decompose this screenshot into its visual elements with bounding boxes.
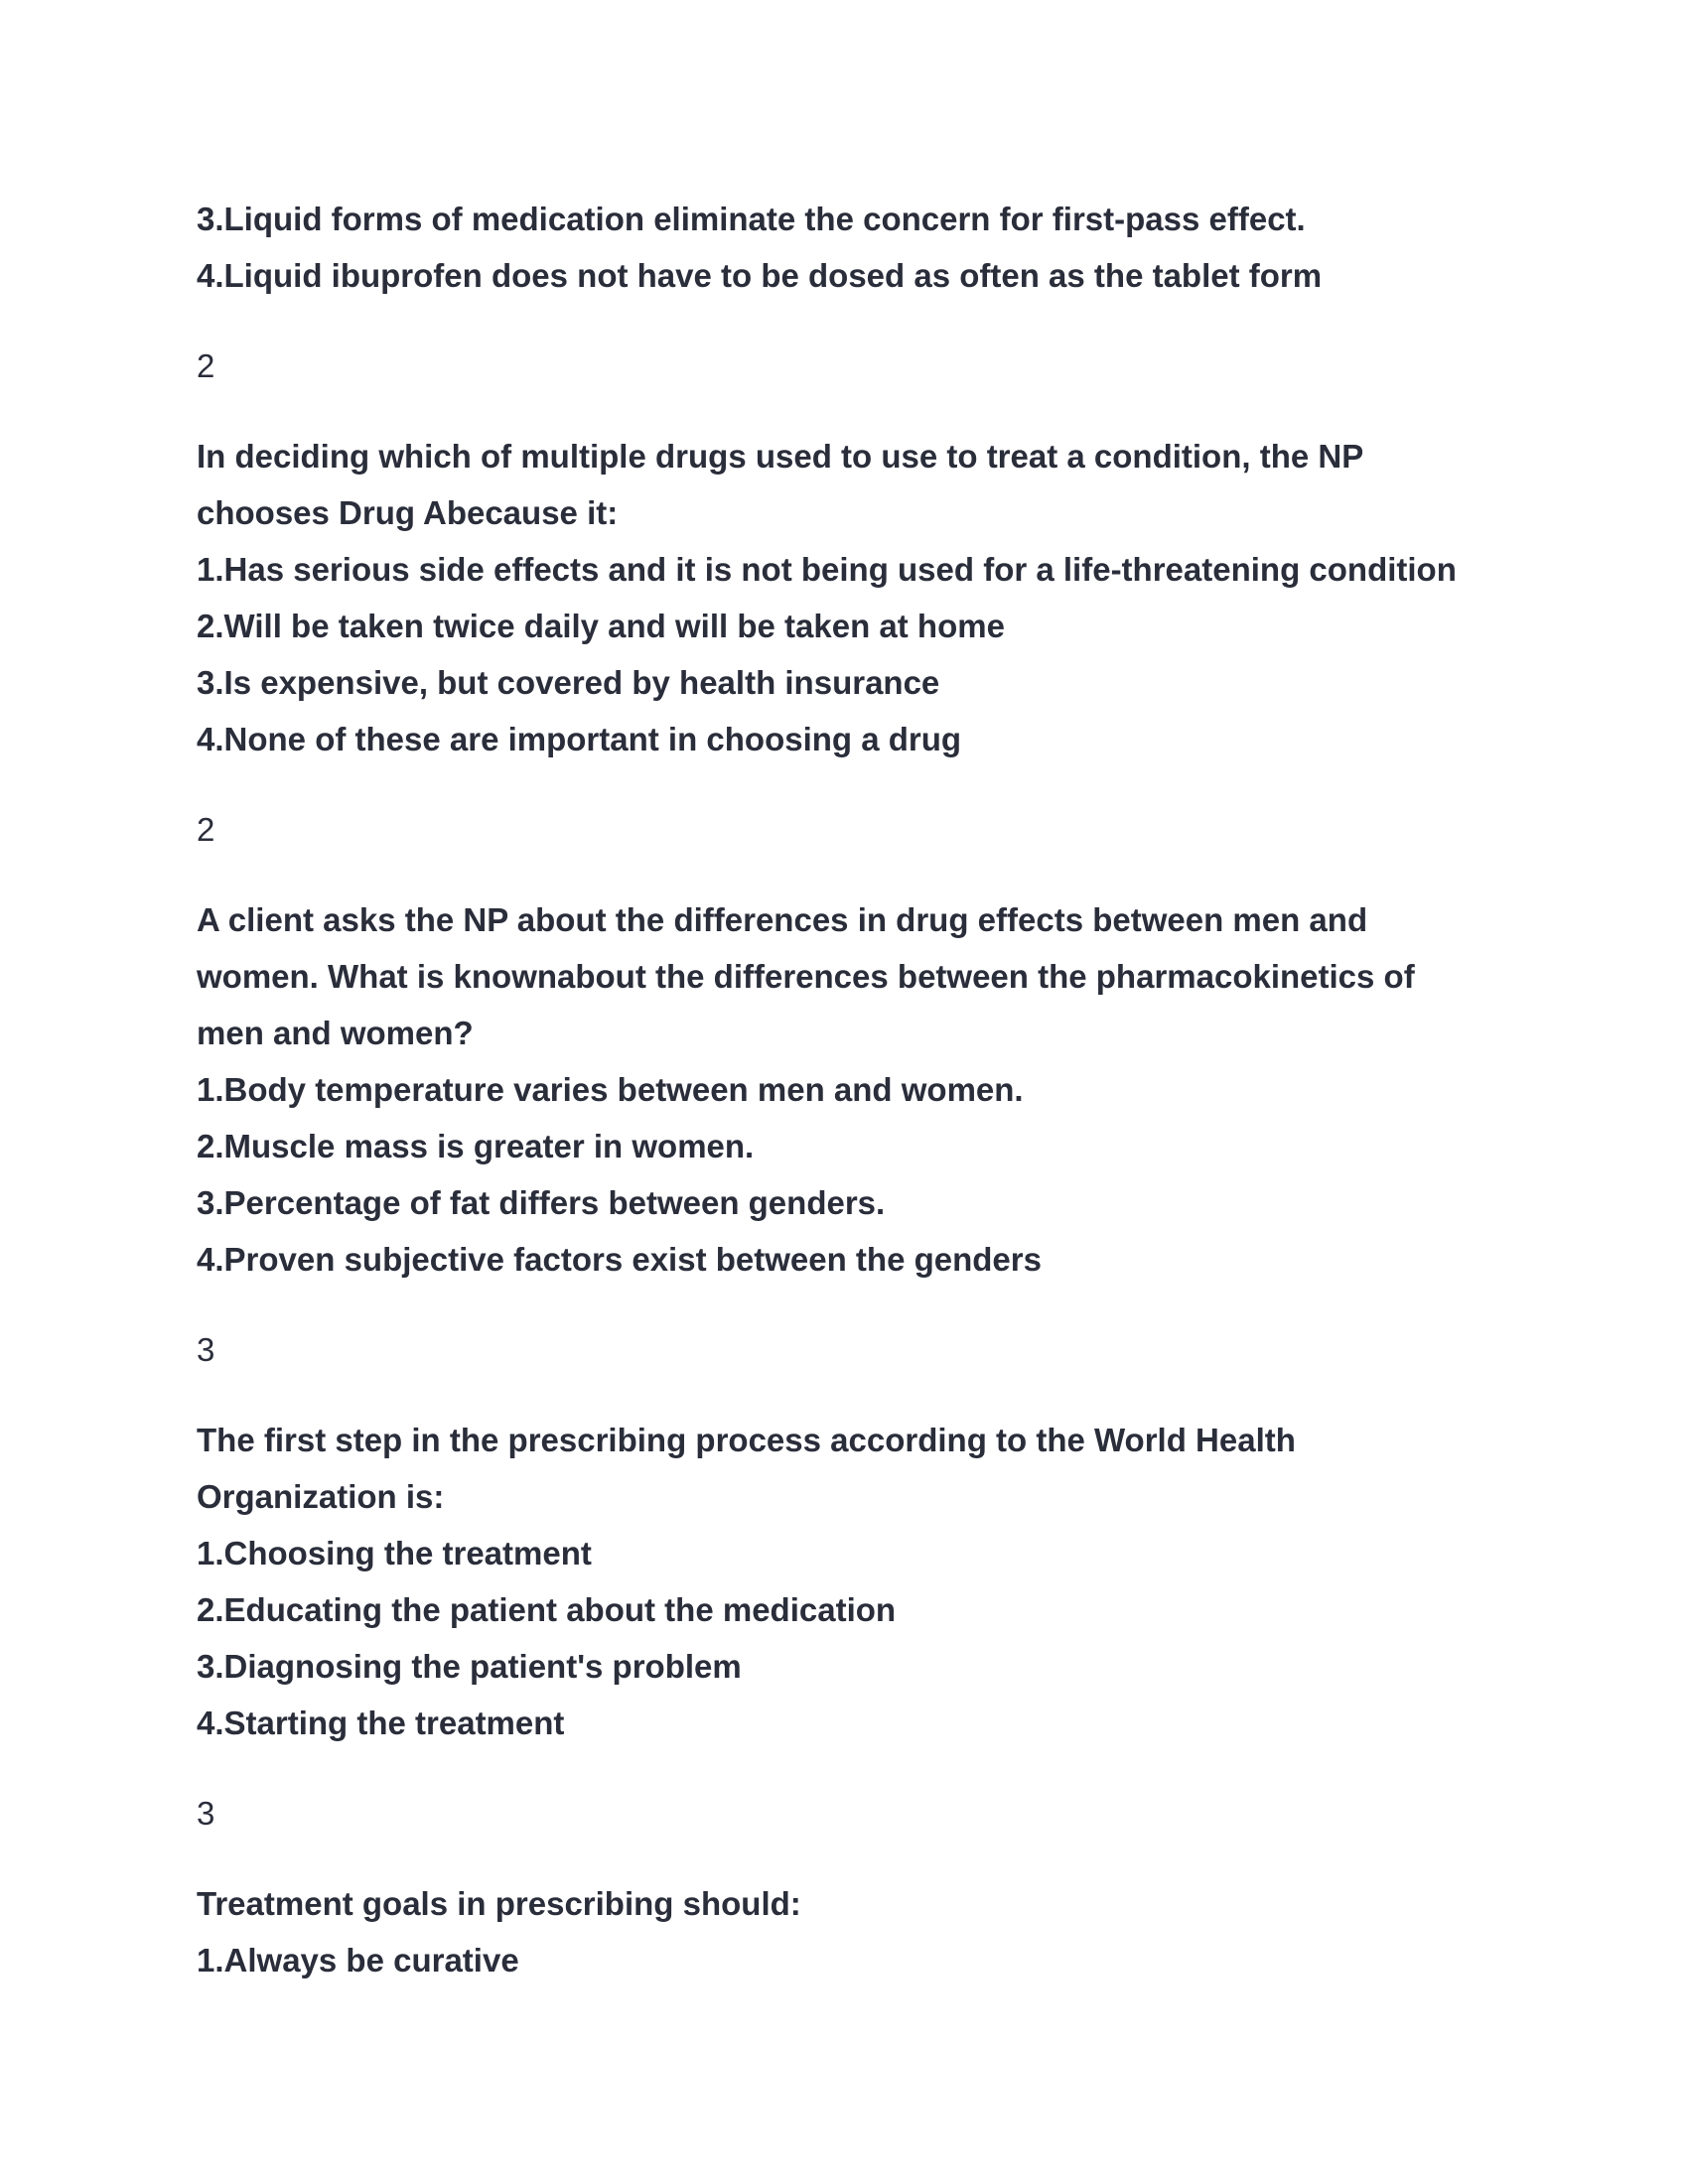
question-3-option-2: 2.Muscle mass is greater in women. xyxy=(197,1128,755,1164)
option-3: 3.Liquid forms of medication eliminate the concern for first-pass effect. xyxy=(197,201,1306,237)
question-4-option-2: 2.Educating the patient about the medication xyxy=(197,1591,897,1628)
question-3 xyxy=(197,891,1507,1288)
option-4: 4.Liquid ibuprofen does not have to be dosed as often as the tablet form xyxy=(197,257,1323,294)
answer-2: 2 xyxy=(197,811,215,848)
question-5-option-1: 1.Always be curative xyxy=(197,1942,519,1979)
question-3-option-1: 1.Body temperature varies between men and women. xyxy=(197,1071,1024,1108)
question-4-option-3: 3.Diagnosing the patient's problem xyxy=(197,1648,742,1685)
question-5-text-line-1: Treatment goals in prescribing should: xyxy=(197,1885,801,1922)
question-3-text-line-2: women. What is knownabout the differences between the pharmacokinetics of xyxy=(197,958,1415,995)
question-3-option-4: 4.Proven subjective factors exist between the genders xyxy=(197,1241,1042,1278)
question-3-option-3: 3.Percentage of fat differs between genders. xyxy=(197,1184,886,1221)
question-2-option-2: 2.Will be taken twice daily and will be taken at home xyxy=(197,608,1005,644)
question-2-text-line-1: In deciding which of multiple drugs used to use to treat a condition, the NP xyxy=(197,438,1364,475)
question-3-text-line-3: men and women? xyxy=(197,1015,474,1051)
question-2-option-4: 4.None of these are important in choosing a drug xyxy=(197,721,962,757)
document-page xyxy=(197,191,1507,1988)
question-2-option-1: 1.Has serious side effects and it is not being used for a life-threatening condition xyxy=(197,551,1457,588)
answer-3: 3 xyxy=(197,1331,215,1368)
answer-4: 3 xyxy=(197,1795,215,1832)
question-4-text-line-1: The first step in the prescribing process according to the World Health xyxy=(197,1422,1296,1458)
question-2-text-line-2: chooses Drug Abecause it: xyxy=(197,494,619,531)
question-5 xyxy=(197,1875,1507,1988)
question-4 xyxy=(197,1412,1507,1751)
question-4-option-1: 1.Choosing the treatment xyxy=(197,1535,592,1571)
question-2 xyxy=(197,428,1507,767)
question-4-option-4: 4.Starting the treatment xyxy=(197,1705,565,1741)
answer-1: 2 xyxy=(197,347,215,384)
question-4-text-line-2: Organization is: xyxy=(197,1478,445,1515)
question-3-text-line-1: A client asks the NP about the differences in drug effects between men and xyxy=(197,901,1368,938)
question-2-option-3: 3.Is expensive, but covered by health insurance xyxy=(197,664,940,701)
question-1-remaining-options xyxy=(197,191,1507,304)
